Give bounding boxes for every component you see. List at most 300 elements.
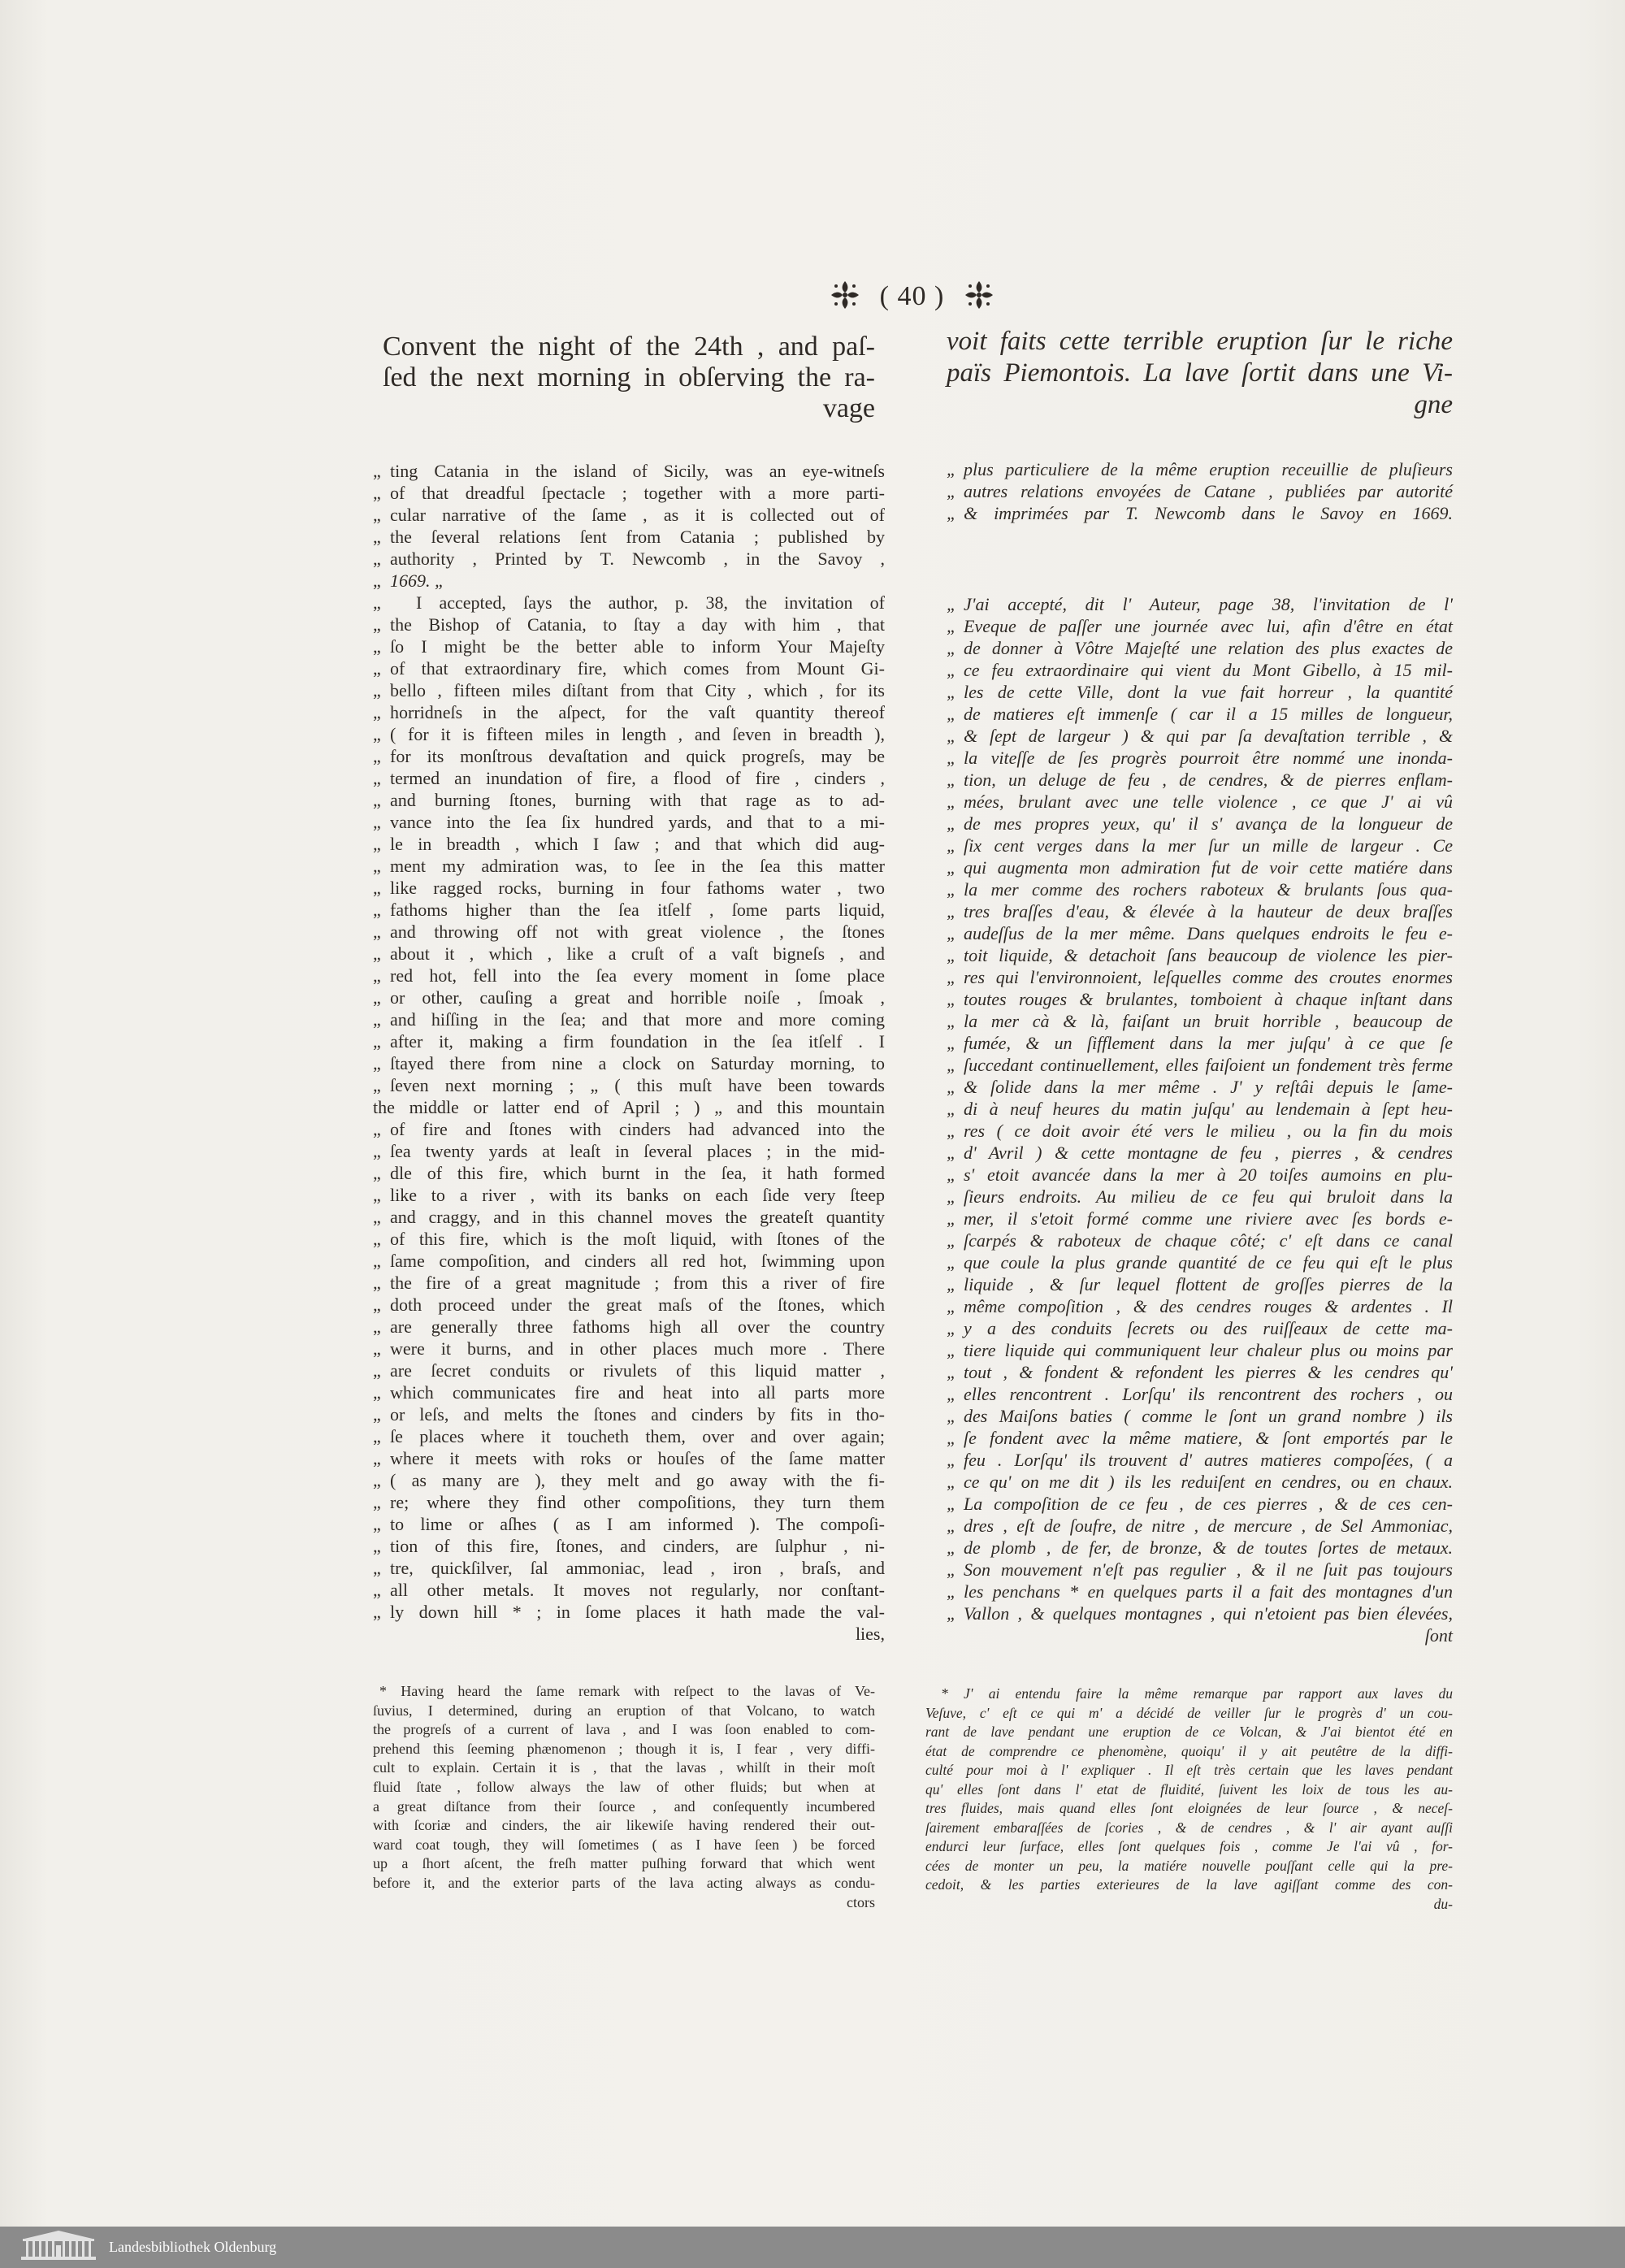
left-body-line <box>373 965 885 987</box>
quote-mark: „ <box>947 835 957 856</box>
quote-mark: „ <box>947 1494 957 1514</box>
library-footer-bar <box>0 2227 1625 2268</box>
left-body-line <box>373 1579 885 1601</box>
line-text: authority , Printed by T. Newcomb , in the Savoy , <box>390 549 885 569</box>
quote-mark: „ <box>947 1011 957 1031</box>
right-body-line <box>947 1493 1453 1515</box>
right-body-line <box>947 703 1453 725</box>
line-text: qu' elles ſont dans l' etat de fluidité, ſuivent les loix de tous les au- <box>925 1780 1453 1797</box>
left-footnote-line <box>373 1836 875 1855</box>
quote-mark: „ <box>947 1472 957 1492</box>
quote-mark: „ <box>373 702 381 722</box>
right-body-line <box>947 637 1453 659</box>
right-footnote-line <box>925 1837 1453 1857</box>
left-body-line <box>373 987 885 1008</box>
quote-mark: „ <box>373 614 381 635</box>
quote-mark: „ <box>947 594 957 614</box>
left-body-line <box>373 723 885 745</box>
line-text: ſe places where it toucheth them, over and over again; <box>390 1426 885 1446</box>
right-body-line <box>947 835 1453 856</box>
line-text: fathoms higher than the ſea itſelf , ſome parts liquid, <box>390 900 885 920</box>
library-building-logo-icon <box>0 2229 99 2266</box>
right-column-heading <box>947 326 1453 421</box>
right-body-line <box>947 1032 1453 1054</box>
left-body-line <box>373 570 885 592</box>
line-text: tres fluides, mais quand elles ſont eloignées de leur ſource , & neceſ- <box>925 1800 1453 1816</box>
quote-mark: „ <box>947 1186 957 1207</box>
right-body-line <box>947 1405 1453 1427</box>
line-text: of this fire, which is the moſt liquid, with ſtones of the <box>390 1229 885 1249</box>
right-body-line <box>947 615 1453 637</box>
quote-mark: „ <box>373 768 381 788</box>
line-text: voit faits cette terrible eruption ſur le riche <box>947 327 1453 356</box>
quote-mark: „ <box>373 1514 381 1534</box>
right-body-line <box>947 1229 1453 1251</box>
left-footnote-line <box>373 1854 875 1874</box>
line-text: are generally three fathoms high all over the country <box>390 1316 885 1337</box>
right-body-line <box>947 988 1453 1010</box>
quote-mark: „ <box>947 945 957 965</box>
quote-mark: „ <box>947 879 957 900</box>
left-body-line <box>373 1403 885 1425</box>
left-footnote-line <box>373 1797 875 1817</box>
quote-mark: „ <box>373 1053 381 1073</box>
fleuron-right-icon <box>963 279 995 315</box>
line-text: and hiſſing in the ſea; and that more and more coming <box>390 1009 885 1030</box>
left-body-line <box>373 592 885 614</box>
line-text: & imprimées par T. Newcomb dans le Savoy en 1669. <box>964 503 1453 523</box>
right-footnote-line <box>925 1895 1453 1915</box>
quote-mark: „ <box>373 1536 381 1556</box>
quote-mark: „ <box>947 638 957 658</box>
quote-mark: „ <box>373 483 381 503</box>
left-body-line <box>373 1359 885 1381</box>
line-text: cular narrative of the ſame , as it is collected out of <box>390 505 885 525</box>
line-text: the middle or latter end of April ; ) „ and this mountain <box>373 1097 885 1117</box>
right-footnote-line <box>925 1876 1453 1895</box>
quote-mark: „ <box>373 900 381 920</box>
quote-mark: „ <box>947 813 957 834</box>
left-footnote-line <box>373 1682 875 1702</box>
quote-mark: „ <box>373 1580 381 1600</box>
line-text: de donner à Vôtre Majeſté une relation des plus exactes de <box>964 638 1453 658</box>
quote-mark: „ <box>947 1384 957 1404</box>
left-body-line <box>373 1316 885 1338</box>
left-footnote-line <box>373 1816 875 1836</box>
line-text: the ſeveral relations ſent from Catania ; published by <box>390 527 885 547</box>
quote-mark: „ <box>373 1009 381 1030</box>
line-text: vance into the ſea ſix hundred yards, and that to a mi- <box>390 812 885 832</box>
line-text: la mer cà & là, faiſant un bruit horrible , beaucoup de <box>964 1011 1453 1031</box>
right-body-line <box>947 1602 1453 1624</box>
line-text: tion, un deluge de feu , de cendres, & de pierres enflam- <box>964 770 1453 790</box>
line-text: état de comprendre ce phenomène, quoiqu' il y ait peutêtre de la diffi- <box>925 1742 1453 1759</box>
left-body-line <box>373 1338 885 1359</box>
line-text: lies, <box>855 1624 885 1644</box>
left-body-line <box>373 1557 885 1579</box>
quote-mark: „ <box>947 1055 957 1075</box>
quote-mark: „ <box>947 1340 957 1360</box>
left-body-line <box>373 1425 885 1447</box>
quote-mark: „ <box>947 1274 957 1294</box>
line-text: ly down hill * ; in ſome places it hath made the val- <box>390 1602 885 1622</box>
left-body-line <box>373 811 885 833</box>
quote-mark: „ <box>947 1559 957 1580</box>
quote-mark: „ <box>373 1360 381 1381</box>
left-body-line <box>373 1096 885 1118</box>
quote-mark: „ <box>373 1316 381 1337</box>
left-body-line <box>373 1008 885 1030</box>
right-heading-line <box>947 389 1453 421</box>
right-body-line <box>947 725 1453 747</box>
left-body-line <box>373 1074 885 1096</box>
line-text: like to a river , with its banks on each ſide very ſteep <box>390 1185 885 1205</box>
left-heading-line <box>383 393 875 424</box>
quote-mark: „ <box>373 943 381 964</box>
left-footnote-line <box>373 1778 875 1797</box>
right-body-line <box>947 856 1453 878</box>
line-text: les penchans * en quelques parts il a fait des montagnes d'un <box>964 1581 1453 1602</box>
right-body-line <box>947 1427 1453 1449</box>
line-text: ſed the next morning in obſerving the ra- <box>383 362 875 392</box>
quote-mark: „ <box>373 570 381 591</box>
quote-mark: „ <box>947 704 957 724</box>
line-text: que coule la plus grande quantité de ce feu qui eſt le plus <box>964 1252 1453 1273</box>
right-body-line <box>947 681 1453 703</box>
line-text: audeſſus de la mer même. Dans quelques endroits le feu e- <box>964 923 1453 943</box>
right-body-line <box>947 1076 1453 1098</box>
right-body-line <box>947 1098 1453 1120</box>
left-footnote-line <box>373 1720 875 1740</box>
line-text: tiere liquide qui communiquent leur chaleur plus ou moins par <box>964 1340 1453 1360</box>
right-heading-line <box>947 358 1453 389</box>
right-intro-line <box>947 502 1453 524</box>
quote-mark: „ <box>373 1470 381 1490</box>
line-text: prehend this ſeeming phænomenon ; though it is, I fear , very diffi- <box>373 1740 875 1757</box>
line-text: la viteſſe de ſes progrès pourroit être nommé une inonda- <box>964 748 1453 768</box>
line-text: and craggy, and in this channel moves the greateſt quantity <box>390 1207 885 1227</box>
left-body-line <box>373 789 885 811</box>
line-text: fluid ſtate , follow always the law of other fluids; but when at <box>373 1778 875 1795</box>
quote-mark: „ <box>373 746 381 766</box>
line-text: ſe fondent avec la même matiere, & ſont emportés par le <box>964 1428 1453 1448</box>
left-body-line <box>373 701 885 723</box>
left-body-line <box>373 1228 885 1250</box>
line-text: tre, quickſilver, ſal ammoniac, lead , iron , braſs, and <box>390 1558 885 1578</box>
left-body-line <box>373 1140 885 1162</box>
quote-mark: „ <box>373 790 381 810</box>
line-text: gne <box>1414 390 1453 419</box>
quote-mark: „ <box>373 680 381 700</box>
line-text: du- <box>1433 1895 1453 1912</box>
line-text: cult to explain. Certain it is , that the lavas , whilſt in their moſt <box>373 1759 875 1776</box>
left-footnote-line <box>373 1874 875 1893</box>
left-body-line <box>373 460 885 482</box>
left-body-line <box>373 899 885 921</box>
line-text: plus particuliere de la même eruption receuillie de pluſieurs <box>964 459 1453 479</box>
quote-mark: „ <box>947 1121 957 1141</box>
left-body-line <box>373 1447 885 1469</box>
right-footnote-line <box>925 1704 1453 1724</box>
line-text: to lime or aſhes ( as I am informed ). The compoſi- <box>390 1514 885 1534</box>
quote-mark: „ <box>947 1077 957 1097</box>
right-body-line <box>947 1581 1453 1602</box>
right-body-line <box>947 1383 1453 1405</box>
line-text: red hot, fell into the ſea every moment in ſome place <box>390 965 885 986</box>
quote-mark: „ <box>373 1163 381 1183</box>
quote-mark: „ <box>373 1404 381 1425</box>
quote-mark: „ <box>947 1516 957 1536</box>
line-text: des Maiſons baties ( comme le ſont un grand nombre ) ils <box>964 1406 1453 1426</box>
line-text: la mer comme des rochers raboteux & brulants ſous qua- <box>964 879 1453 900</box>
quote-mark: „ <box>947 1208 957 1229</box>
right-body-line <box>947 1471 1453 1493</box>
page-number-header <box>829 275 995 319</box>
left-body-line <box>373 833 885 855</box>
line-text: ſeven next morning ; „ ( this muſt have been towards <box>390 1075 885 1095</box>
line-text: ſuvius, I determined, during an eruption of that Volcano, to watch <box>373 1702 875 1719</box>
quote-mark: „ <box>947 616 957 636</box>
left-body-line <box>373 1469 885 1491</box>
right-body-line <box>947 1251 1453 1273</box>
right-body-line <box>947 1142 1453 1164</box>
right-footnote-line <box>925 1780 1453 1800</box>
line-text: culté pour moi à l' expliquer . Il eſt très certain que les laves pendant <box>925 1762 1453 1778</box>
line-text: the progreſs of a current of lava , and I was ſoon enabled to com- <box>373 1721 875 1738</box>
right-body-line <box>947 1361 1453 1383</box>
line-text: ce qu' on me dit ) ils les reduiſent en cendres, ou en chaux. <box>964 1472 1453 1492</box>
line-text: horridneſs in the aſpect, for the vaſt quantity thereof <box>390 702 885 722</box>
quote-mark: „ <box>947 857 957 878</box>
line-text: of that extraordinary fire, which comes from Mount Gi- <box>390 658 885 679</box>
line-text: the fire of a great magnitude ; from this a river of fire <box>390 1273 885 1293</box>
quote-mark: „ <box>373 724 381 744</box>
quote-mark: „ <box>947 1296 957 1316</box>
quote-mark: „ <box>947 1581 957 1602</box>
quote-mark: „ <box>947 748 957 768</box>
line-text: qui augmenta mon admiration fut de voir cette matiére dans <box>964 857 1453 878</box>
line-text: liquide , & ſur lequel flottent de groſſes pierres de la <box>964 1274 1453 1294</box>
right-body-line <box>947 1537 1453 1559</box>
left-body-line <box>373 1601 885 1623</box>
right-body-line <box>947 1339 1453 1361</box>
quote-mark: „ <box>947 1428 957 1448</box>
right-footnote-line <box>925 1761 1453 1780</box>
line-text: tout , & fondent & refondent les pierres & les cendres qu' <box>964 1362 1453 1382</box>
line-text: ſairement embaraſſées de ſcories , & de cendres , & l' air ayant auſſi <box>925 1819 1453 1836</box>
line-text: for its monſtrous devaſtation and quick progreſs, may be <box>390 746 885 766</box>
right-body-line <box>947 1054 1453 1076</box>
line-text: cées de monter un peu, la matiére nouvelle pouſſant celle qui la pre- <box>925 1857 1453 1874</box>
left-body-line <box>373 526 885 548</box>
line-text: all other metals. It moves not regularly, nor conſtant- <box>390 1580 885 1600</box>
quote-mark: „ <box>373 1492 381 1512</box>
quote-mark: „ <box>947 1406 957 1426</box>
left-heading-line <box>383 332 875 362</box>
line-text: * Having heard the ſame remark with reſpect to the lavas of Ve- <box>379 1683 875 1699</box>
line-text: of that dreadful ſpectacle ; together with a more parti- <box>390 483 885 503</box>
right-body-line <box>947 966 1453 988</box>
quote-mark: „ <box>947 791 957 812</box>
right-body-line <box>947 1010 1453 1032</box>
left-footnote <box>373 1682 875 1912</box>
line-text: s' etoit avancée dans la mer à 20 toiſes aumoins en plu- <box>964 1164 1453 1185</box>
left-body-line <box>373 1118 885 1140</box>
line-text: feu . Lorſqu' ils trouvent d' autres matieres compoſées, ( a <box>964 1450 1453 1470</box>
quote-mark: „ <box>373 1185 381 1205</box>
line-text: re; where they find other compoſitions, they turn them <box>390 1492 885 1512</box>
left-body-line <box>373 877 885 899</box>
right-body-line <box>947 1120 1453 1142</box>
line-text: and throwing off not with great violence , the ſtones <box>390 922 885 942</box>
line-text: di à neuf heures du matin juſqu' au lendemain à ſept heu- <box>964 1099 1453 1119</box>
line-text: Vallon , & quelques montagnes , qui n'etoient pas bien élevées, <box>964 1603 1453 1624</box>
line-text: elles rencontrent . Lorſqu' ils rencontrent des rochers , ou <box>964 1384 1453 1404</box>
quote-mark: „ <box>947 1603 957 1624</box>
quote-mark: „ <box>373 527 381 547</box>
quote-mark: „ <box>373 856 381 876</box>
right-body-line <box>947 593 1453 615</box>
right-footnote-line <box>925 1723 1453 1742</box>
line-text: ſo I might be the better able to inform Your Majeſty <box>390 636 885 657</box>
left-heading-line <box>383 362 875 393</box>
right-column-intro <box>947 458 1453 524</box>
left-footnote-line <box>373 1893 875 1913</box>
line-text: doth proceed under the great maſs of the ſtones, which <box>390 1294 885 1315</box>
left-footnote-line <box>373 1758 875 1778</box>
quote-mark: „ <box>373 658 381 679</box>
right-body-line <box>947 1186 1453 1208</box>
quote-mark: „ <box>373 834 381 854</box>
line-text: bello , fifteen miles diſtant from that City , which , for its <box>390 680 885 700</box>
right-body-line <box>947 922 1453 944</box>
quote-mark: „ <box>947 1537 957 1558</box>
quote-mark: „ <box>373 1229 381 1249</box>
left-body-line <box>373 1381 885 1403</box>
line-text: a great diſtance from their ſource , and conſequently incumbered <box>373 1797 875 1815</box>
line-text: de plomb , de fer, de bronze, & de toutes ſortes de metaux. <box>964 1537 1453 1558</box>
left-body-line <box>373 1623 885 1645</box>
quote-mark: „ <box>947 901 957 922</box>
line-text: ſuccedant continuellement, elles faiſoient un fondement très ferme <box>964 1055 1453 1075</box>
quote-mark: „ <box>947 967 957 987</box>
right-body-line <box>947 769 1453 791</box>
quote-mark: „ <box>373 461 381 481</box>
line-text: dle of this fire, which burnt in the ſea, it hath formed <box>390 1163 885 1183</box>
quote-mark: „ <box>947 923 957 943</box>
quote-mark: „ <box>947 459 957 479</box>
line-text: J'ai accepté, dit l' Auteur, page 38, l'invitation de l' <box>964 594 1453 614</box>
right-column-body <box>947 593 1453 1646</box>
quote-mark: „ <box>947 770 957 790</box>
left-body-line <box>373 745 885 767</box>
line-text: before it, and the exterior parts of the lava acting always as condu- <box>373 1874 875 1891</box>
right-footnote-line <box>925 1819 1453 1838</box>
line-text: vage <box>822 393 875 423</box>
quote-mark: „ <box>373 1338 381 1359</box>
line-text: or leſs, and melts the ſtones and cinders by fits in tho- <box>390 1404 885 1425</box>
left-body-line <box>373 921 885 943</box>
right-body-line <box>947 659 1453 681</box>
line-text: ( for it is fifteen miles in length , and ſeven in breadth ), <box>390 724 885 744</box>
quote-mark: „ <box>373 592 381 613</box>
line-text: de matieres eſt immenſe ( car il a 15 milles de longueur, <box>964 704 1453 724</box>
line-text: de mes propres yeux, qu' il s' avança de la longueur de <box>964 813 1453 834</box>
line-text: ward coat tough, they will ſometimes ( as I have ſeen ) be forced <box>373 1836 875 1853</box>
line-text: of fire and ſtones with cinders had advanced into the <box>390 1119 885 1139</box>
line-text: with ſcoriæ and cinders, the air likewiſe having rendered their out- <box>373 1817 875 1834</box>
line-text: le in breadth , which I ſaw ; and that which did aug- <box>390 834 885 854</box>
left-body-line <box>373 943 885 965</box>
fleuron-left-icon <box>829 279 861 315</box>
line-text: tion of this fire, ſtones, and cinders, are ſulphur , ni- <box>390 1536 885 1556</box>
right-body-line <box>947 747 1453 769</box>
quote-mark: „ <box>947 503 957 523</box>
line-text: were it burns, and in other places much more . There <box>390 1338 885 1359</box>
line-text: toutes rouges & brulantes, tomboient à chaque inſtant dans <box>964 989 1453 1009</box>
quote-mark: „ <box>373 1448 381 1468</box>
quote-mark: „ <box>373 1075 381 1095</box>
quote-mark: „ <box>373 1141 381 1161</box>
line-text: Eveque de paſſer une journée avec lui, afin d'être en état <box>964 616 1453 636</box>
right-footnote-line <box>925 1799 1453 1819</box>
quote-mark: „ <box>373 1273 381 1293</box>
quote-mark: „ <box>373 1426 381 1446</box>
line-text: cedoit, & les parties exterieures de la lave agiſſant comme des con- <box>925 1876 1453 1893</box>
line-text: * J' ai entendu faire la même remarque par rapport aux laves du <box>941 1685 1453 1702</box>
line-text: La compoſition de ce feu , de ces pierres , & de ces cen- <box>964 1494 1453 1514</box>
line-text: dres , eſt de ſoufre, de nitre , de mercure , de Sel Ammoniac, <box>964 1516 1453 1536</box>
quote-mark: „ <box>947 660 957 680</box>
line-text: Son mouvement n'eſt pas regulier , & il ne ſuit pas toujours <box>964 1559 1453 1580</box>
line-text: about it , which , like a cruſt of a vaſt bigneſs , and <box>390 943 885 964</box>
line-text: ſix cent verges dans la mer ſur un mille de largeur . Ce <box>964 835 1453 856</box>
quote-mark: „ <box>947 1252 957 1273</box>
line-text: are ſecret conduits or rivulets of this liquid matter , <box>390 1360 885 1381</box>
line-text: and burning ſtones, burning with that rage as to ad- <box>390 790 885 810</box>
line-text: mer, il s'etoit formé comme une riviere avec ſes bords e- <box>964 1208 1453 1229</box>
line-text: & ſolide dans la mer même . J' y reſtâi depuis le ſame- <box>964 1077 1453 1097</box>
line-text: res qui l'environnoient, leſquelles comme des croutes enormes <box>964 967 1453 987</box>
line-text: I accepted, ſays the author, p. 38, the invitation of <box>416 592 885 613</box>
line-text: ( as many are ), they melt and go away with the fi- <box>390 1470 885 1490</box>
left-footnote-line <box>373 1702 875 1721</box>
right-body-line <box>947 1317 1453 1339</box>
left-body-line <box>373 1535 885 1557</box>
line-text: ce feu extraordinaire qui vient du Mont Gibello, à 15 mil- <box>964 660 1453 680</box>
quote-mark: „ <box>373 1207 381 1227</box>
left-body-line <box>373 1184 885 1206</box>
left-body-line <box>373 1294 885 1316</box>
left-body-line <box>373 1052 885 1074</box>
line-text: & ſept de largeur ) & qui par ſa devaſtation terrible , & <box>964 726 1453 746</box>
line-text: like ragged rocks, burning in four fathoms water , two <box>390 878 885 898</box>
line-text: ſont <box>1424 1625 1453 1646</box>
line-text: the Bishop of Catania, to ſtay a day with him , that <box>390 614 885 635</box>
line-text: res ( ce doit avoir été vers le milieu , ou la fin du mois <box>964 1121 1453 1141</box>
left-body-line <box>373 1250 885 1272</box>
quote-mark: „ <box>373 965 381 986</box>
line-text: ſea twenty yards at leaſt in ſeveral places ; in the mid- <box>390 1141 885 1161</box>
line-text: endurci leur ſurface, elles ſont quelques fois , comme Je l'ai vû , for- <box>925 1838 1453 1854</box>
right-body-line <box>947 1559 1453 1581</box>
quote-mark: „ <box>947 1099 957 1119</box>
line-text: autres relations envoyées de Catane , publiées par autorité <box>964 481 1453 501</box>
quote-mark: „ <box>947 1450 957 1470</box>
quote-mark: „ <box>373 1119 381 1139</box>
left-column-body <box>373 460 885 1645</box>
right-footnote <box>925 1685 1453 1914</box>
